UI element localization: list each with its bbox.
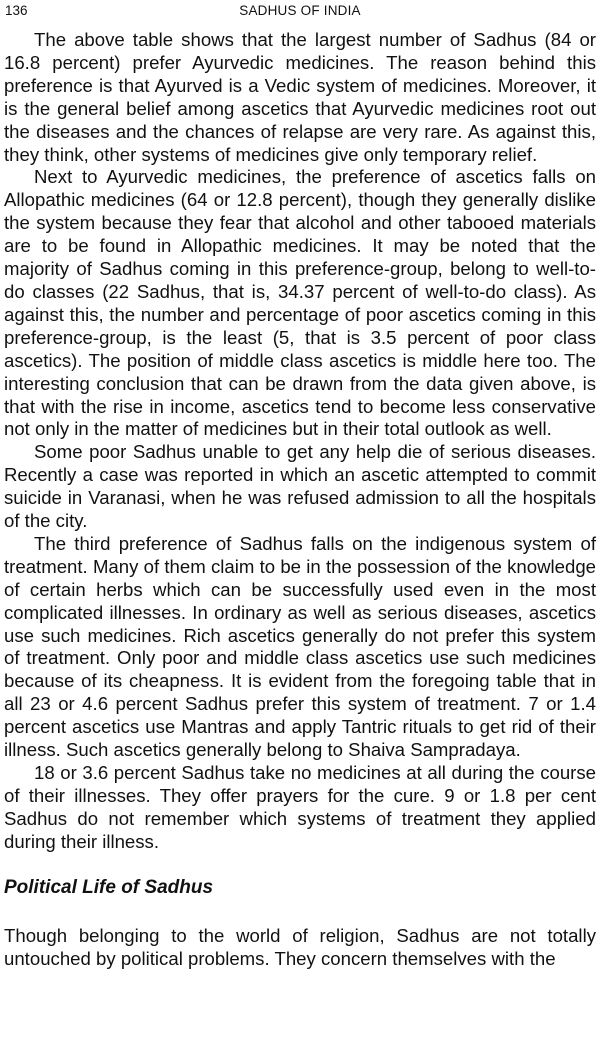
paragraph-ayurvedic-preference: The above table shows that the largest number of Sadhus (84 or 16.8 percent) prefer Ayurvedic medicines. The reason behind this preference is that Ayurved is a Vedic system of medicines. Moreover, it is the general belief among ascetics that Ayurvedic medicines root out the diseases and the chances of relapse are very rare. As against this, they think, other systems of medicines give only temporary relief. (4, 29, 596, 165)
paragraph-poor-sadhus: Some poor Sadhus unable to get any help die of serious diseases. Recently a case was reported in which an ascetic attempted to commit suicide in Varanasi, when he was refused admission to all the hospitals of the city. (4, 441, 596, 532)
paragraph-political-life: Though belonging to the world of religion, Sadhus are not totally untouched by political problems. They concern themselves with the (4, 924, 596, 969)
page-header (0, 0, 600, 22)
paragraph-allopathic-preference: Next to Ayurvedic medicines, the preference of ascetics falls on Allopathic medicines (64 or 12.8 percent), though they generally dislike the system because they fear that alcohol and other tabooed materials are to be found in Allopathic medicines. It may be noted that the majority of Sadhus coming in this preference-group, belong to well-to-do classes (22 Sadhus, that is, 34.37 percent of well-to-do class). As against this, the number and percentage of poor ascetics coming in this preference-group, is the least (5, that is 3.5 percent of poor class ascetics). The position of middle class ascetics is middle here too. The interesting conclusion that can be drawn from the data given above, is that with the rise in income, ascetics tend to become less conservative not only in the matter of medicines but in their total outlook as well. (4, 166, 596, 440)
running-title: SADHUS OF INDIA (239, 3, 361, 18)
paragraph-no-medicines: 18 or 3.6 percent Sadhus take no medicines at all during the course of their illnesses. They offer prayers for the cure. 9 or 1.8 per cent Sadhus do not remember which systems of treatment they applied during their illness. (4, 762, 596, 852)
page-body (4, 29, 596, 970)
paragraph-indigenous-treatment: The third preference of Sadhus falls on the indigenous system of treatment. Many of them claim to be in the possession of the knowledge of certain herbs which can be successfully used even in the most complicated illnesses. In ordinary as well as serious diseases, ascetics use such medicines. Rich ascetics generally do not prefer this system of treatment. Only poor and middle class ascetics use such medicines because of its cheapness. It is evident from the foregoing table that in all 23 or 4.6 percent Sadhus prefer this system of treatment. 7 or 1.4 percent ascetics use Mantras and apply Tantric rituals to get rid of their illness. Such ascetics generally belong to Shaiva Sampradaya. (4, 532, 596, 761)
page-number: 136 (5, 3, 28, 18)
section-heading: Political Life of Sadhus (4, 876, 214, 898)
